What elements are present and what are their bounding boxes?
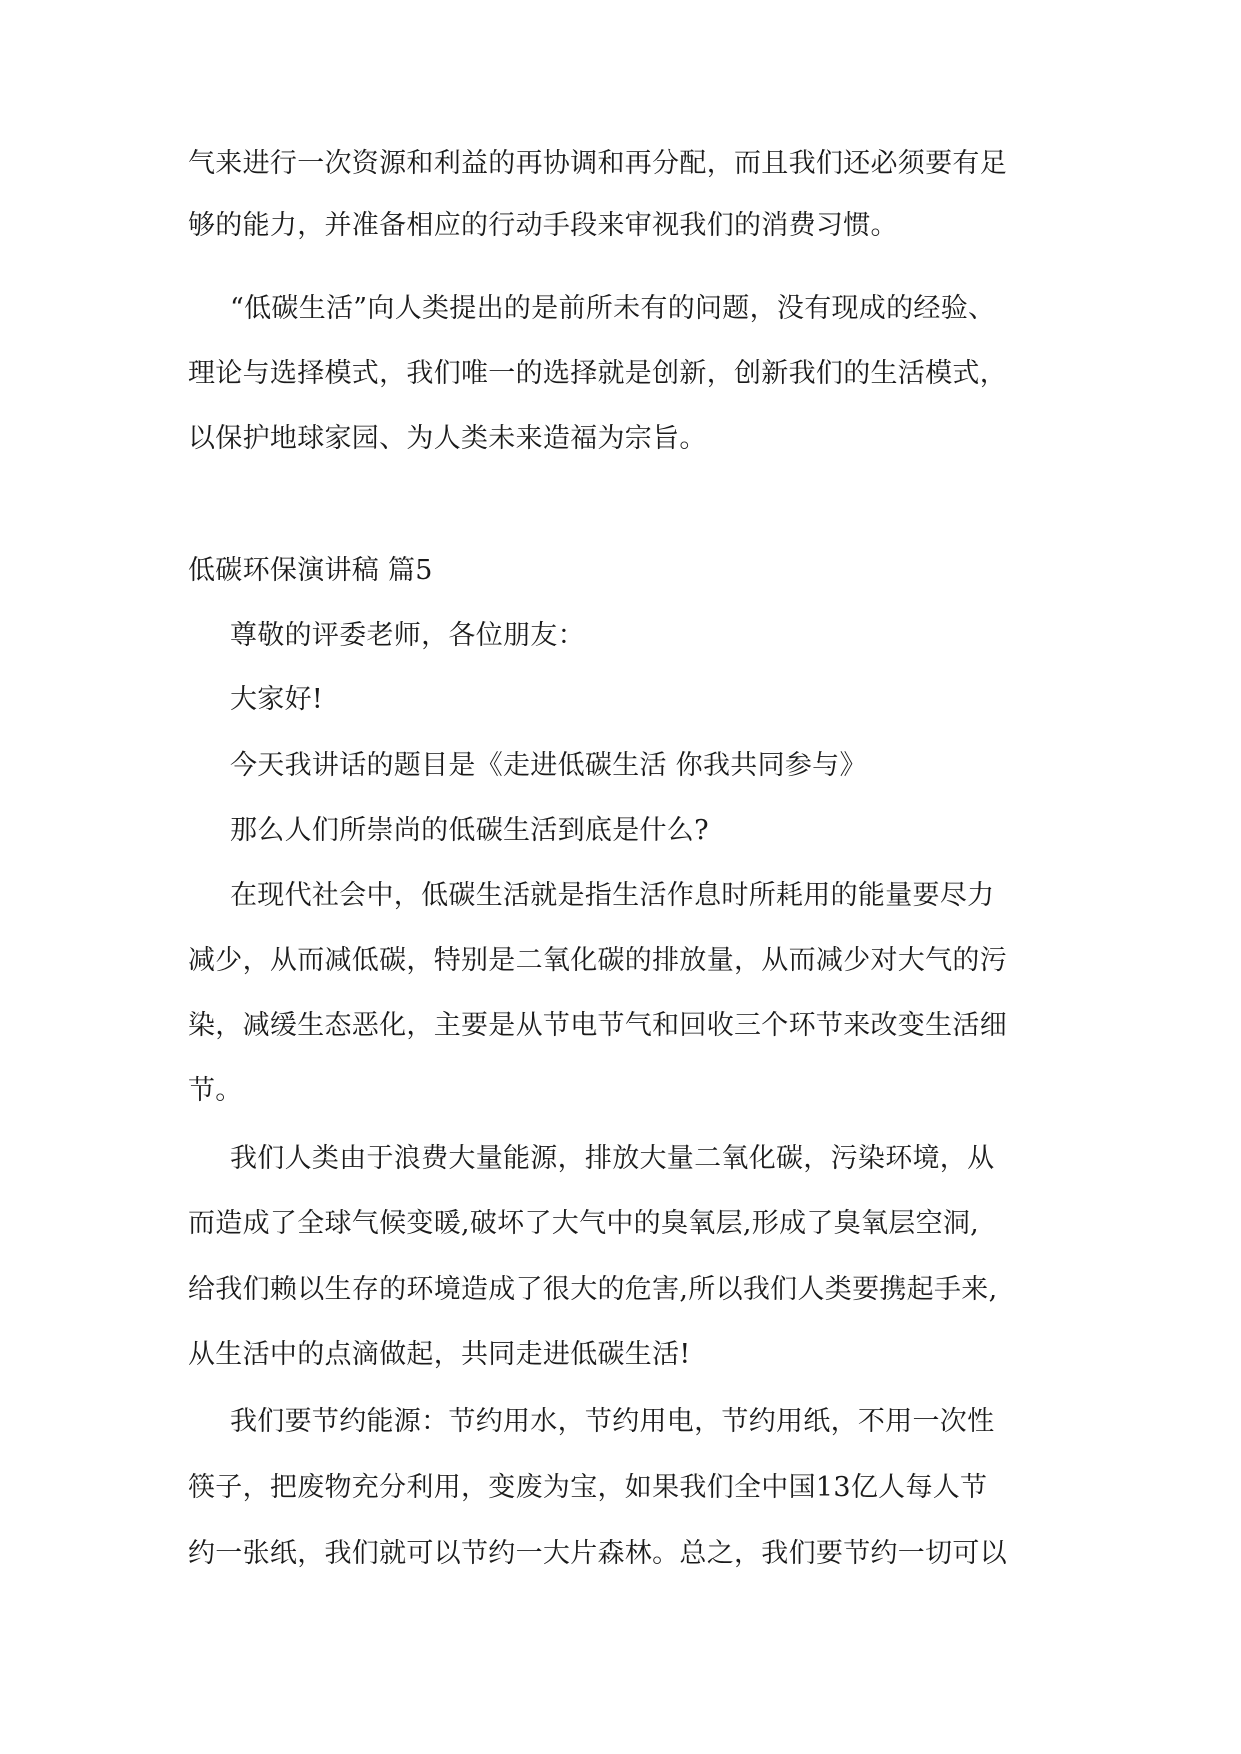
- text-line: 气来进行一次资源和利益的再协调和再分配，而且我们还必须要有足: [188, 148, 1007, 179]
- text-line: 尊敬的评委老师，各位朋友：: [230, 620, 585, 651]
- text-line: 那么人们所崇尚的低碳生活到底是什么?: [230, 815, 709, 846]
- text-line: 从生活中的点滴做起，共同走进低碳生活!: [188, 1339, 691, 1370]
- text-line: 减少，从而减低碳，特别是二氧化碳的排放量，从而减少对大气的污: [188, 945, 1007, 976]
- text-line: 在现代社会中，低碳生活就是指生活作息时所耗用的能量要尽力: [230, 880, 995, 911]
- text-line: 以保护地球家园、为人类未来造福为宗旨。: [188, 423, 707, 454]
- text-line: 大家好!: [230, 684, 324, 715]
- text-line: 我们要节约能源：节约用水，节约用电，节约用纸，不用一次性: [230, 1406, 995, 1437]
- text-line: 约一张纸，我们就可以节约一大片森林。总之，我们要节约一切可以: [188, 1538, 1007, 1569]
- text-line: 今天我讲话的题目是《走进低碳生活 你我共同参与》: [230, 750, 867, 781]
- text-line: 而造成了全球气候变暖,破坏了大气中的臭氧层,形成了臭氧层空洞,: [188, 1208, 980, 1239]
- text-line: “低碳生活”向人类提出的是前所未有的问题，没有现成的经验、: [230, 293, 996, 324]
- text-line: 够的能力，并准备相应的行动手段来审视我们的消费习惯。: [188, 210, 898, 241]
- text-line: 我们人类由于浪费大量能源，排放大量二氧化碳，污染环境，从: [230, 1143, 995, 1174]
- text-line: 理论与选择模式，我们唯一的选择就是创新，创新我们的生活模式，: [188, 358, 1007, 389]
- text-line: 筷子，把废物充分利用，变废为宝，如果我们全中国13亿人每人节: [188, 1472, 988, 1503]
- text-line: 给我们赖以生存的环境造成了很大的危害,所以我们人类要携起手来,: [188, 1274, 998, 1305]
- text-line: 节。: [188, 1075, 243, 1106]
- text-line: 染，减缓生态恶化，主要是从节电节气和回收三个环节来改变生活细: [188, 1010, 1007, 1041]
- section-heading: 低碳环保演讲稿 篇5: [188, 555, 433, 586]
